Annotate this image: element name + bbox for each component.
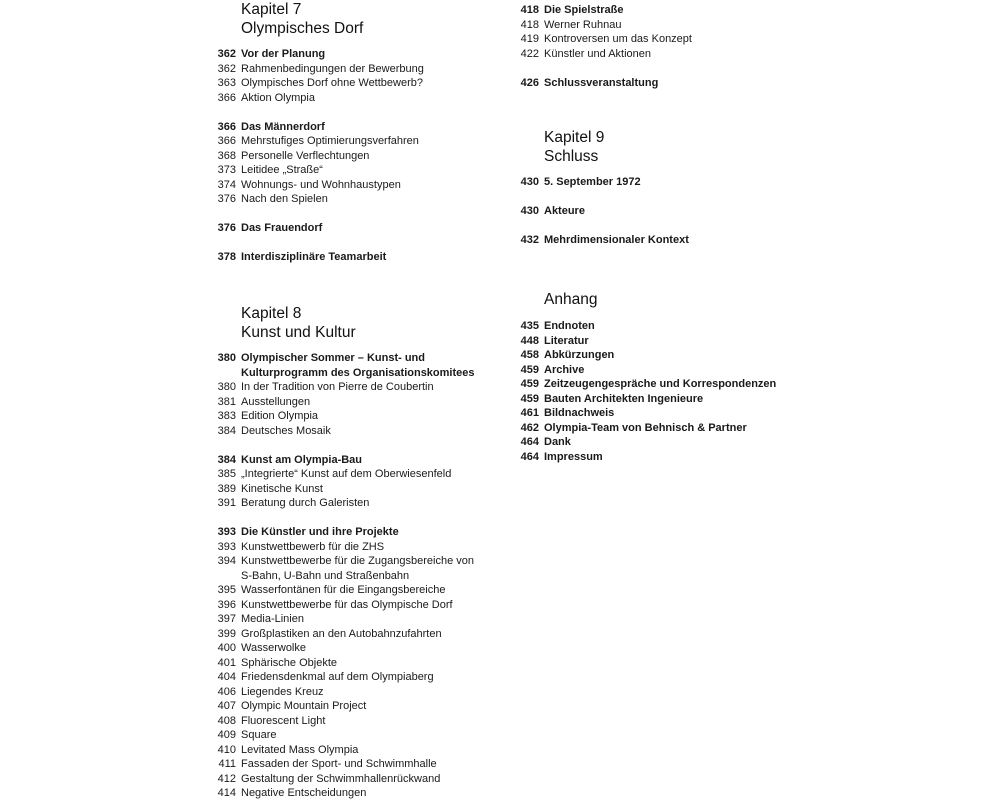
page-number: 397 bbox=[217, 613, 236, 625]
toc-entry[interactable] bbox=[509, 47, 809, 62]
entry-title: Rahmenbedingungen der Bewerbung bbox=[241, 62, 424, 75]
chapter-label: Kapitel 7 bbox=[241, 1, 302, 18]
page-number: 419 bbox=[520, 33, 539, 45]
entry-title: Olympic Mountain Project bbox=[241, 700, 367, 712]
chapter-heading bbox=[241, 304, 506, 342]
page-number: 393 bbox=[217, 526, 236, 538]
toc-entry[interactable] bbox=[206, 714, 506, 729]
chapter-title: Schluss bbox=[544, 148, 599, 165]
page-number: 385 bbox=[217, 468, 236, 480]
group-spacer bbox=[509, 190, 809, 205]
entry-title: Schlussveranstaltung bbox=[544, 76, 659, 89]
entry-title: Kunstwettbewerbe für die Zugangsbereiche von S-Bahn, U-Bahn und Straßenbahn bbox=[241, 555, 474, 582]
entry-title: Olympischer Sommer – Kunst- und Kulturprogramm des Organisationskomitees bbox=[241, 352, 475, 379]
toc-entry[interactable] bbox=[206, 685, 506, 700]
page-number: 408 bbox=[217, 714, 236, 727]
entry-title: Endnoten bbox=[544, 320, 595, 332]
page-number: 400 bbox=[217, 642, 236, 654]
page-number: 435 bbox=[520, 320, 539, 332]
page-number: 389 bbox=[217, 482, 236, 495]
toc-entry[interactable] bbox=[206, 525, 506, 540]
toc-entry[interactable] bbox=[206, 91, 506, 106]
page-number: 464 bbox=[520, 436, 539, 448]
entry-title: Künstler und Aktionen bbox=[544, 47, 652, 60]
entry-title: Gestaltung der Schwimmhallenrückwand bbox=[241, 772, 441, 785]
chapter-heading bbox=[544, 290, 809, 309]
page-number: 411 bbox=[218, 758, 236, 770]
page-number: 366 bbox=[217, 135, 236, 147]
toc-entry[interactable] bbox=[206, 178, 506, 193]
chapter-title: Olympisches Dorf bbox=[241, 20, 364, 37]
toc-entry[interactable] bbox=[206, 409, 506, 424]
toc-entry[interactable] bbox=[206, 192, 506, 207]
entry-title: Olympia-Team von Behnisch & Partner bbox=[544, 421, 747, 434]
toc-entry[interactable] bbox=[206, 62, 506, 77]
toc-entry[interactable] bbox=[206, 496, 506, 511]
entry-title: Friedensdenkmal auf dem Olympiaberg bbox=[241, 671, 434, 683]
chapter-entries bbox=[509, 3, 809, 90]
page-number: 430 bbox=[520, 205, 539, 217]
entry-title: Deutsches Mosaik bbox=[241, 424, 331, 437]
page-number: 410 bbox=[217, 743, 236, 756]
chapter-heading bbox=[241, 0, 506, 38]
entry-title: Vor der Planung bbox=[241, 48, 326, 60]
group-spacer bbox=[206, 105, 506, 120]
toc-entry[interactable] bbox=[206, 612, 506, 627]
chapter-8 bbox=[206, 304, 506, 801]
entry-title: Fassaden der Sport- und Schwimmhalle bbox=[241, 758, 437, 770]
page-number: 378 bbox=[217, 251, 236, 263]
entry-title: Personelle Verflechtungen bbox=[241, 149, 370, 162]
page-number: 426 bbox=[520, 76, 539, 89]
toc-entry[interactable] bbox=[509, 76, 809, 91]
toc-entry[interactable] bbox=[206, 47, 506, 62]
toc-entry[interactable] bbox=[206, 424, 506, 439]
appendix-title: Anhang bbox=[544, 291, 598, 308]
entry-title: Impressum bbox=[544, 450, 603, 463]
page-number: 407 bbox=[217, 700, 236, 712]
entry-title: Olympisches Dorf ohne Wettbewerb? bbox=[241, 77, 423, 89]
entry-title: Ausstellungen bbox=[241, 395, 311, 408]
page-number: 459 bbox=[520, 363, 539, 376]
page-number: 404 bbox=[217, 671, 236, 683]
entry-title: Interdisziplinäre Teamarbeit bbox=[241, 251, 387, 263]
entry-title: Kontroversen um das Konzept bbox=[544, 33, 692, 45]
entry-title: Mehrdimensionaler Kontext bbox=[544, 234, 689, 246]
toc-entry[interactable] bbox=[206, 627, 506, 642]
toc-entry[interactable] bbox=[206, 554, 506, 583]
entry-title: Media-Linien bbox=[241, 613, 304, 625]
toc-entry[interactable] bbox=[509, 32, 809, 47]
page-number: 418 bbox=[520, 18, 539, 31]
entry-title: Werner Ruhnau bbox=[544, 18, 622, 31]
entry-title: Die Spielstraße bbox=[544, 4, 624, 16]
entry-title: Zeitzeugengespräche und Korrespondenzen bbox=[544, 378, 777, 390]
toc-entry[interactable] bbox=[509, 233, 809, 248]
chapter-7-continued bbox=[509, 3, 809, 90]
entry-title: Bauten Architekten Ingenieure bbox=[544, 392, 704, 405]
entry-title: Archive bbox=[544, 363, 585, 376]
toc-entry[interactable] bbox=[509, 377, 809, 392]
page-number: 374 bbox=[217, 178, 236, 191]
chapter-label: Kapitel 9 bbox=[544, 129, 605, 146]
group-spacer bbox=[206, 236, 506, 251]
toc-entry[interactable] bbox=[509, 3, 809, 18]
toc-entry[interactable] bbox=[206, 221, 506, 236]
entry-title: Aktion Olympia bbox=[241, 91, 315, 104]
page-number: 462 bbox=[520, 421, 539, 434]
toc-entry[interactable] bbox=[509, 450, 809, 465]
page-number: 459 bbox=[520, 392, 539, 405]
entry-title: Wohnungs- und Wohnhaustypen bbox=[241, 178, 401, 191]
entry-title: Liegendes Kreuz bbox=[241, 685, 324, 698]
toc-entry[interactable] bbox=[509, 363, 809, 378]
page-number: 464 bbox=[520, 450, 539, 463]
entry-title: „Integrierte“ Kunst auf dem Oberwiesenfeld bbox=[241, 468, 452, 480]
toc-entry[interactable] bbox=[509, 204, 809, 219]
chapter-entries bbox=[206, 351, 506, 801]
toc-entry[interactable] bbox=[206, 786, 506, 801]
entry-title: Nach den Spielen bbox=[241, 193, 328, 205]
entry-title: Kunst am Olympia-Bau bbox=[241, 453, 363, 466]
toc-entry[interactable] bbox=[206, 395, 506, 410]
page-number: 430 bbox=[520, 176, 539, 188]
chapter-heading bbox=[544, 128, 809, 166]
toc-entry[interactable] bbox=[206, 453, 506, 468]
entry-title: Square bbox=[241, 729, 277, 741]
entry-title: Kunstwettbewerbe für das Olympische Dorf bbox=[241, 598, 453, 611]
page-number: 412 bbox=[217, 772, 236, 785]
entry-title: Literatur bbox=[544, 334, 589, 347]
page-number: 399 bbox=[217, 627, 236, 640]
page-number: 373 bbox=[217, 164, 236, 176]
page-number: 406 bbox=[217, 685, 236, 698]
entry-title: Edition Olympia bbox=[241, 410, 319, 422]
page-number: 414 bbox=[217, 787, 236, 799]
entry-title: Das Männerdorf bbox=[241, 120, 325, 133]
entry-title: Großplastiken an den Autobahnzufahrten bbox=[241, 627, 442, 640]
entry-title: Kinetische Kunst bbox=[241, 482, 323, 495]
entry-title: Bildnachweis bbox=[544, 407, 615, 419]
entry-title: Wasserwolke bbox=[241, 642, 306, 654]
toc-entry[interactable] bbox=[509, 392, 809, 407]
page-number: 393 bbox=[217, 540, 236, 553]
chapter-entries bbox=[206, 47, 506, 265]
toc-entry[interactable] bbox=[206, 120, 506, 135]
toc-entry[interactable] bbox=[509, 435, 809, 450]
page-number: 362 bbox=[217, 62, 236, 75]
toc-entry[interactable] bbox=[206, 76, 506, 91]
page-number: 380 bbox=[217, 352, 236, 364]
entry-title: Abkürzungen bbox=[544, 349, 615, 361]
entry-title: Beratung durch Galeristen bbox=[241, 497, 370, 509]
toc-entry[interactable] bbox=[206, 134, 506, 149]
toc-entry[interactable] bbox=[206, 757, 506, 772]
toc-entry[interactable] bbox=[509, 348, 809, 363]
toc-entry[interactable] bbox=[509, 18, 809, 33]
toc-entry[interactable] bbox=[509, 421, 809, 436]
toc-entry[interactable] bbox=[509, 406, 809, 421]
toc-entry[interactable] bbox=[206, 670, 506, 685]
page-number: 363 bbox=[217, 77, 236, 89]
entry-title: Mehrstufiges Optimierungsverfahren bbox=[241, 135, 419, 147]
page-number: 366 bbox=[217, 91, 236, 104]
page-number: 458 bbox=[520, 349, 539, 361]
toc-entry[interactable] bbox=[206, 772, 506, 787]
toc-entry[interactable] bbox=[206, 540, 506, 555]
page-number: 366 bbox=[217, 120, 236, 133]
page-number: 362 bbox=[217, 48, 236, 60]
toc-entry[interactable] bbox=[206, 250, 506, 265]
page-number: 409 bbox=[217, 729, 236, 741]
group-spacer bbox=[509, 61, 809, 76]
entry-title: Sphärische Objekte bbox=[241, 656, 337, 669]
toc-entry[interactable] bbox=[509, 175, 809, 190]
entry-title: Das Frauendorf bbox=[241, 222, 323, 234]
group-spacer bbox=[509, 219, 809, 234]
entry-title: Kunstwettbewerb für die ZHS bbox=[241, 540, 385, 553]
page-number: 461 bbox=[520, 407, 539, 419]
toc-entry[interactable] bbox=[206, 656, 506, 671]
page-number: 381 bbox=[217, 395, 236, 408]
page-number: 422 bbox=[520, 47, 539, 60]
entry-title: 5. September 1972 bbox=[544, 176, 641, 188]
page-number: 384 bbox=[217, 453, 236, 466]
toc-entry[interactable] bbox=[206, 583, 506, 598]
chapter-9 bbox=[509, 128, 809, 248]
toc-entry[interactable] bbox=[206, 598, 506, 613]
toc-entry[interactable] bbox=[206, 380, 506, 395]
chapter-entries bbox=[509, 175, 809, 248]
entry-title: Akteure bbox=[544, 205, 585, 217]
chapter-entries bbox=[509, 319, 809, 464]
toc-entry[interactable] bbox=[206, 149, 506, 164]
entry-title: In der Tradition von Pierre de Coubertin bbox=[241, 381, 434, 393]
entry-title: Fluorescent Light bbox=[241, 714, 326, 727]
page-number: 376 bbox=[217, 193, 236, 205]
page-number: 376 bbox=[217, 222, 236, 234]
toc-entry[interactable] bbox=[206, 728, 506, 743]
entry-title: Negative Entscheidungen bbox=[241, 787, 367, 799]
chapter-title: Kunst und Kultur bbox=[241, 324, 356, 341]
entry-title: Levitated Mass Olympia bbox=[241, 743, 359, 756]
group-spacer bbox=[206, 511, 506, 526]
page-number: 368 bbox=[217, 149, 236, 162]
appendix bbox=[509, 290, 809, 464]
page-number: 383 bbox=[217, 410, 236, 422]
toc-entry[interactable] bbox=[206, 699, 506, 714]
entry-title: Die Künstler und ihre Projekte bbox=[241, 526, 399, 538]
chapter-label: Kapitel 8 bbox=[241, 305, 302, 322]
page-number: 459 bbox=[520, 378, 539, 390]
toc-entry[interactable] bbox=[509, 319, 809, 334]
toc-entry[interactable] bbox=[509, 334, 809, 349]
chapter-7 bbox=[206, 0, 506, 265]
page-number: 432 bbox=[520, 234, 539, 246]
toc-entry[interactable] bbox=[206, 482, 506, 497]
group-spacer bbox=[206, 207, 506, 222]
page-number: 395 bbox=[217, 584, 236, 596]
toc-entry[interactable] bbox=[206, 743, 506, 758]
page-number: 380 bbox=[217, 381, 236, 393]
entry-title: Wasserfontänen für die Eingangsbereiche bbox=[241, 584, 446, 596]
page-number: 394 bbox=[217, 555, 236, 567]
page-number: 384 bbox=[217, 424, 236, 437]
page-number: 396 bbox=[217, 598, 236, 611]
entry-title: Leitidee „Straße“ bbox=[241, 164, 323, 176]
toc-entry[interactable] bbox=[206, 351, 506, 380]
group-spacer bbox=[206, 438, 506, 453]
toc-entry[interactable] bbox=[206, 641, 506, 656]
toc-entry[interactable] bbox=[206, 467, 506, 482]
page-number: 391 bbox=[217, 497, 236, 509]
page-number: 448 bbox=[520, 334, 539, 347]
toc-entry[interactable] bbox=[206, 163, 506, 178]
entry-title: Dank bbox=[544, 436, 571, 448]
page-number: 401 bbox=[217, 656, 236, 669]
page-number: 418 bbox=[520, 4, 539, 16]
